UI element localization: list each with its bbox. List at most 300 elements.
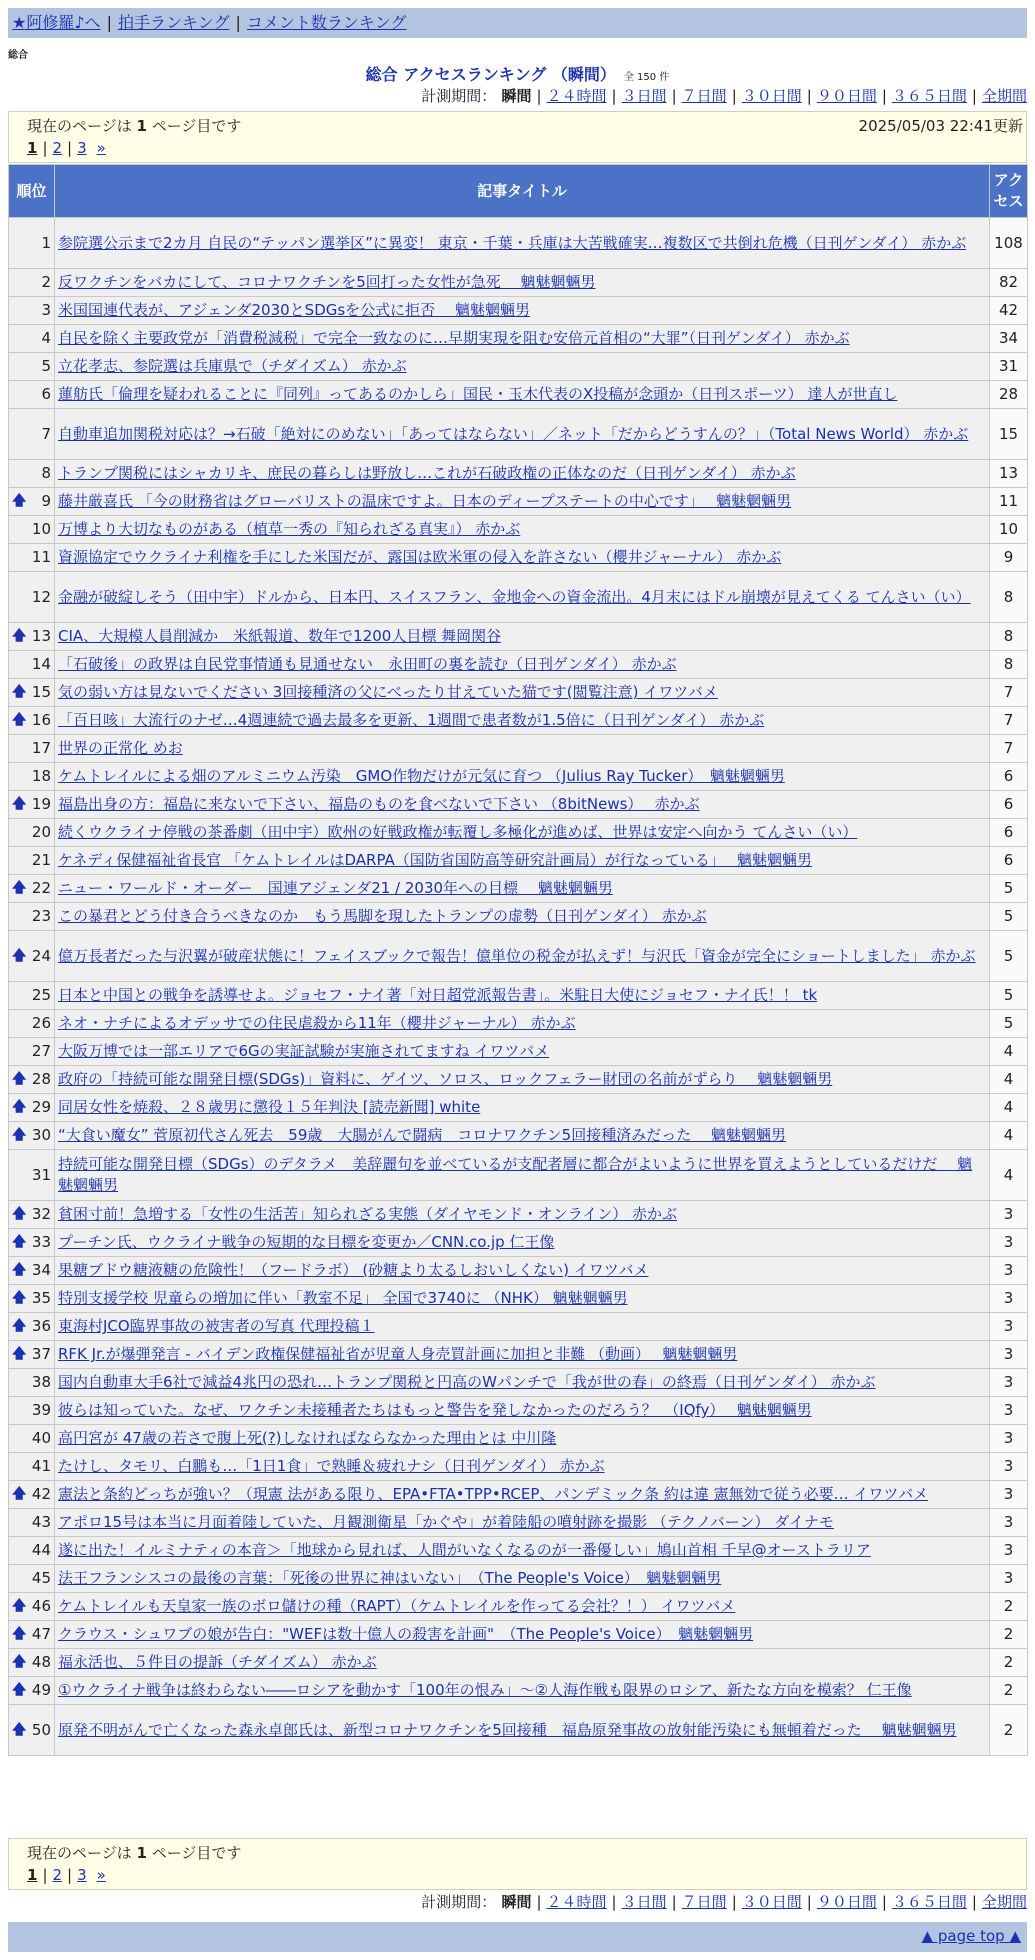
rank-cell — [9, 544, 55, 572]
period-current: 瞬間 — [496, 1893, 532, 1911]
rank-cell — [9, 1010, 55, 1038]
rank-number: 17 — [31, 739, 51, 757]
article-link[interactable]: プーチン氏、ウクライナ戦争の短期的な目標を変更か／CNN.co.jp 仁王像 — [58, 1233, 555, 1251]
article-link[interactable]: 同居女性を焼殺、２８歳男に懲役１５年判決 [読売新聞] white — [58, 1098, 481, 1116]
article-link[interactable]: 法王フランシスコの最後の言葉：「死後の世界に神はいない」 （The People's Voice） 魑魅魍魎男 — [58, 1569, 722, 1587]
up-arrow-icon: 🡅 — [12, 1290, 27, 1306]
title-cell — [55, 623, 990, 651]
period-option-3[interactable]: ３０日間 — [741, 87, 802, 105]
access-count: 4 — [990, 1150, 1028, 1201]
page-link-3[interactable]: 3 — [77, 1866, 87, 1884]
access-count: 3 — [990, 1425, 1028, 1453]
rank-number: 13 — [31, 627, 51, 645]
rank-number: 48 — [31, 1653, 51, 1671]
table-row — [9, 460, 1028, 488]
article-link[interactable]: 参院選公示まで2カ月 自民の“テッパン選挙区”に異変！ 東京・千葉・兵庫は大苦戦確実…複数区で共倒れ危機（日刊ゲンダイ） 赤かぶ — [58, 233, 967, 252]
rank-number: 24 — [31, 946, 51, 965]
access-count: 9 — [990, 544, 1028, 572]
ranking-table — [8, 164, 1028, 1756]
up-arrow-icon: 🡅 — [12, 493, 27, 509]
title-cell — [55, 297, 990, 325]
table-row — [9, 572, 1028, 623]
up-arrow-icon: 🡅 — [12, 796, 27, 812]
rank-number: 37 — [31, 1345, 51, 1363]
rank-number: 21 — [31, 851, 51, 869]
table-row — [9, 1565, 1028, 1593]
article-link[interactable]: 東海村JCO臨界事故の被害者の写真 代理投稿１ — [58, 1317, 375, 1335]
rank-cell — [9, 1565, 55, 1593]
title-cell — [55, 1066, 990, 1094]
article-link[interactable]: CIA、大規模人員削減か 米紙報道、数年で1200人目標 舞岡関谷 — [58, 627, 502, 645]
category-label: 総合 — [8, 50, 28, 61]
top-nav-bar — [8, 8, 1027, 38]
access-count: 3 — [990, 1397, 1028, 1425]
table-row — [9, 707, 1028, 735]
rank-number: 50 — [31, 1720, 51, 1739]
title-cell — [55, 1038, 990, 1066]
table-row — [9, 875, 1028, 903]
article-link[interactable]: 大阪万博では一部エリアで6Gの実証試験が実施されてますね イワツバメ — [58, 1042, 550, 1060]
period-option-2[interactable]: ７日間 — [681, 87, 727, 105]
rank-number: 44 — [31, 1541, 51, 1559]
up-arrow-icon: 🡅 — [12, 1262, 27, 1278]
table-row — [9, 1537, 1028, 1565]
period-option-4[interactable]: ９０日間 — [816, 1893, 877, 1911]
article-link[interactable]: 資源協定でウクライナ利権を手にした米国だが、露国は欧米軍の侵入を許さない（櫻井ジャーナル） 赤かぶ — [58, 548, 782, 566]
article-link[interactable]: “大食い魔女” 菅原初代さん死去 59歳 大腸がんで闘病 コロナワクチン5回接種済みだった 魑魅魍魎男 — [58, 1126, 786, 1144]
rank-cell — [9, 572, 55, 623]
rank-number: 42 — [31, 1485, 51, 1503]
article-link[interactable]: 蓮舫氏「倫理を疑われることに『同列』ってあるのかしら」国民・玉木代表のX投稿が念頭か（日刊スポーツ） 達人が世直し — [58, 385, 898, 403]
access-count: 7 — [990, 735, 1028, 763]
table-row — [9, 516, 1028, 544]
rank-number: 38 — [31, 1373, 51, 1391]
rank-cell — [9, 1038, 55, 1066]
article-link[interactable]: 米国国連代表が、アジェンダ2030とSDGsを公式に拒否 魑魅魍魎男 — [58, 301, 530, 319]
article-link[interactable]: 立花孝志、参院選は兵庫県で（チダイズム） 赤かぶ — [58, 357, 407, 375]
access-count: 28 — [990, 381, 1028, 409]
table-row — [9, 1066, 1028, 1094]
table-row — [9, 1705, 1028, 1756]
period-label: 計測期間： — [421, 1893, 497, 1911]
rank-number: 23 — [31, 907, 51, 925]
access-count: 3 — [990, 1201, 1028, 1229]
title-cell — [55, 1150, 990, 1201]
footer-bar — [8, 1922, 1027, 1952]
rank-cell — [9, 1649, 55, 1677]
current-page: 1 — [27, 139, 38, 157]
up-arrow-icon: 🡅 — [12, 880, 27, 896]
rank-cell — [9, 488, 55, 516]
table-row — [9, 218, 1028, 269]
rank-cell — [9, 651, 55, 679]
period-separator: | — [806, 87, 812, 105]
access-count: 6 — [990, 847, 1028, 875]
rank-cell — [9, 1122, 55, 1150]
pager-separator: | — [42, 139, 48, 157]
access-count: 3 — [990, 1257, 1028, 1285]
rank-cell — [9, 982, 55, 1010]
up-arrow-icon: 🡅 — [12, 1206, 27, 1222]
table-row — [9, 1257, 1028, 1285]
article-link[interactable]: この暴君とどう付き合うべきなのか もう馬脚を現したトランプの虚勢（日刊ゲンダイ） 赤かぶ — [58, 907, 707, 925]
table-row — [9, 931, 1028, 982]
table-row — [9, 409, 1028, 460]
article-link[interactable]: 自動車追加関税対応は？→石破「絶対にのめない」「あってはならない」／ネット「だからどうすんの？」（Total News World） 赤かぶ — [58, 424, 969, 443]
article-link[interactable]: ①ウクライナ戦争は終わらない――ロシアを動かす「100年の恨み」～②人海作戦も限界のロシア、新たな方向を模索？ 仁王像 — [58, 1681, 912, 1699]
article-link[interactable]: クラウス・シュワブの娘が告白："WEFは数十億人の殺害を計画" （The People's Voice） 魑魅魍魎男 — [58, 1625, 754, 1643]
period-separator: | — [536, 87, 542, 105]
title-cell — [55, 651, 990, 679]
table-row — [9, 735, 1028, 763]
table-row — [9, 488, 1028, 516]
count-column-header: アクセス — [990, 165, 1028, 218]
pager-box-top — [8, 111, 1027, 163]
table-row — [9, 1094, 1028, 1122]
article-link[interactable]: 国内自動車大手6社で減益4兆円の恐れ…トランプ関税と円高のWパンチで「我が世の春」の終焉（日刊ゲンダイ） 赤かぶ — [58, 1373, 876, 1391]
rank-number: 46 — [31, 1597, 51, 1615]
up-arrow-icon: 🡅 — [12, 1234, 27, 1250]
article-link[interactable]: 原発不明がんで亡くなった森永卓郎氏は、新型コロナワクチンを5回接種 福島原発事故の放射能汚染にも無頓着だった 魑魅魍魎男 — [58, 1720, 957, 1739]
rank-number: 10 — [31, 520, 51, 538]
title-cell — [55, 1397, 990, 1425]
period-option-6[interactable]: 全期間 — [981, 87, 1027, 105]
table-row — [9, 1038, 1028, 1066]
table-row — [9, 353, 1028, 381]
rank-cell — [9, 516, 55, 544]
period-separator: | — [671, 87, 677, 105]
period-option-0[interactable]: ２４時間 — [546, 1893, 607, 1911]
up-arrow-icon: 🡅 — [12, 1486, 27, 1502]
pagination — [27, 138, 106, 158]
access-count: 2 — [990, 1649, 1028, 1677]
title-cell — [55, 875, 990, 903]
article-link[interactable]: 憲法と条約どっちが強い？（現憲 法がある限り、EPA•FTA•TPP•RCEP、パンデミック条 約は違 憲無効で従う必要… イワツバメ — [58, 1485, 929, 1503]
page-link-3[interactable]: 3 — [77, 139, 87, 157]
article-link[interactable]: 億万長者だった与沢翼が破産状態に！フェイスブックで報告！億単位の税金が払えず！与沢氏「資金が完全にショートしました」 赤かぶ — [58, 946, 976, 965]
access-count: 3 — [990, 1453, 1028, 1481]
access-count: 82 — [990, 269, 1028, 297]
page-title: 総合 アクセスランキング （瞬間） — [365, 65, 616, 84]
access-count: 3 — [990, 1509, 1028, 1537]
title-cell — [55, 931, 990, 982]
rank-cell — [9, 1201, 55, 1229]
table-row — [9, 1010, 1028, 1038]
article-link[interactable]: 果糖ブドウ糖液糖の危険性！（フードラボ） (砂糖より太るしおいしくない) イワツバメ — [58, 1261, 649, 1279]
table-row — [9, 847, 1028, 875]
period-option-3[interactable]: ３０日間 — [741, 1893, 802, 1911]
table-row — [9, 903, 1028, 931]
title-cell — [55, 1010, 990, 1038]
ranking-heading — [0, 62, 1035, 85]
article-link[interactable]: 反ワクチンをバカにして、コロナワクチンを5回打った女性が急死 魑魅魍魎男 — [58, 273, 596, 291]
table-row — [9, 1453, 1028, 1481]
table-row — [9, 1509, 1028, 1537]
rank-number: 40 — [31, 1429, 51, 1447]
page-link-2[interactable]: 2 — [52, 139, 63, 157]
article-link[interactable]: 「百日咳」大流行のナゼ…4週連続で過去最多を更新、1週間で患者数が1.5倍に（日刊ゲンダイ） 赤かぶ — [58, 711, 765, 729]
page-top-link[interactable]: ▲ page top ▲ — [921, 1927, 1021, 1945]
access-count: 108 — [990, 218, 1028, 269]
title-cell — [55, 1593, 990, 1621]
article-link[interactable]: ケネディ保健福祉省長官 「ケムトレイルはDARPA（国防省国防高等研究計画局）が行なっている」 魑魅魍魎男 — [58, 851, 813, 869]
rank-number: 7 — [41, 424, 51, 443]
title-cell — [55, 1201, 990, 1229]
table-row — [9, 651, 1028, 679]
table-row — [9, 763, 1028, 791]
rank-number: 31 — [31, 1165, 51, 1184]
period-separator: | — [806, 1893, 812, 1911]
pagination — [27, 1865, 106, 1885]
rank-cell — [9, 325, 55, 353]
rank-cell — [9, 269, 55, 297]
article-link[interactable]: 特別支援学校 児童らの増加に伴い「教室不足」 全国で3740に （NHK） 魑魅魍魎男 — [58, 1289, 628, 1307]
title-cell — [55, 1122, 990, 1150]
title-cell — [55, 791, 990, 819]
article-link[interactable]: 日本と中国との戦争を誘導せよ。ジョセフ・ナイ著「対日超党派報告書」。米駐日大使にジョセフ・ナイ氏！！ tk — [58, 986, 818, 1004]
title-cell — [55, 1565, 990, 1593]
current-page: 1 — [27, 1866, 38, 1884]
rank-cell — [9, 1621, 55, 1649]
article-link[interactable]: ネオ・ナチによるオデッサでの住民虐殺から11年（櫻井ジャーナル） 赤かぶ — [58, 1014, 576, 1032]
table-row — [9, 1621, 1028, 1649]
up-arrow-icon: 🡅 — [12, 684, 27, 700]
access-count: 10 — [990, 516, 1028, 544]
title-cell — [55, 1481, 990, 1509]
clap-ranking-link[interactable]: 拍手ランキング — [117, 13, 230, 32]
access-count: 2 — [990, 1705, 1028, 1756]
rank-number: 8 — [41, 464, 51, 482]
rank-cell — [9, 903, 55, 931]
article-link[interactable]: ニュー・ワールド・オーダー 国連アジェンダ21 / 2030年への目標 魑魅魍魎男 — [58, 879, 613, 897]
access-count: 7 — [990, 707, 1028, 735]
access-count: 8 — [990, 651, 1028, 679]
nav-separator: | — [235, 13, 241, 32]
up-arrow-icon: 🡅 — [12, 1099, 27, 1115]
period-option-6[interactable]: 全期間 — [981, 1893, 1027, 1911]
article-link[interactable]: 貧困寸前！急増する「女性の生活苦」知られざる実態（ダイヤモンド・オンライン） 赤かぶ — [58, 1205, 678, 1223]
title-cell — [55, 819, 990, 847]
table-row — [9, 982, 1028, 1010]
period-option-5[interactable]: ３６５日間 — [891, 87, 967, 105]
article-link[interactable]: 彼らは知っていた。なぜ、ワクチン未接種者たちはもっと警告を発しなかったのだろう？ （IQfy） 魑魅魍魎男 — [58, 1401, 812, 1419]
access-count: 4 — [990, 1066, 1028, 1094]
rank-number: 45 — [31, 1569, 51, 1587]
period-separator: | — [671, 1893, 677, 1911]
comment-ranking-link[interactable]: コメント数ランキング — [246, 13, 407, 32]
access-count: 11 — [990, 488, 1028, 516]
period-option-1[interactable]: ３日間 — [621, 1893, 667, 1911]
rank-number: 41 — [31, 1457, 51, 1475]
title-cell — [55, 325, 990, 353]
table-row — [9, 381, 1028, 409]
table-row — [9, 1313, 1028, 1341]
period-separator: | — [731, 87, 737, 105]
rank-cell — [9, 1705, 55, 1756]
rank-number: 18 — [31, 767, 51, 785]
title-cell — [55, 982, 990, 1010]
access-count: 13 — [990, 460, 1028, 488]
pager-separator: | — [67, 139, 73, 157]
period-option-5[interactable]: ３６５日間 — [891, 1893, 967, 1911]
pager-spacer — [87, 1866, 97, 1884]
title-cell — [55, 1453, 990, 1481]
rank-cell — [9, 1341, 55, 1369]
rank-cell — [9, 1094, 55, 1122]
rank-number: 15 — [31, 683, 51, 701]
rank-cell — [9, 297, 55, 325]
period-option-4[interactable]: ９０日間 — [816, 87, 877, 105]
title-cell — [55, 1705, 990, 1756]
period-option-2[interactable]: ７日間 — [681, 1893, 727, 1911]
access-count: 6 — [990, 819, 1028, 847]
period-selector-top — [421, 86, 1027, 106]
period-separator: | — [971, 1893, 977, 1911]
rank-cell — [9, 819, 55, 847]
table-row — [9, 1285, 1028, 1313]
period-option-1[interactable]: ３日間 — [621, 87, 667, 105]
access-count: 3 — [990, 1537, 1028, 1565]
article-link[interactable]: 世界の正常化 めお — [58, 739, 183, 757]
access-count: 34 — [990, 325, 1028, 353]
page-link-2[interactable]: 2 — [52, 1866, 63, 1884]
rank-number: 11 — [31, 548, 51, 566]
article-link[interactable]: 福永活也、５件目の提訴（チダイズム） 赤かぶ — [58, 1653, 377, 1671]
access-count: 6 — [990, 791, 1028, 819]
article-link[interactable]: 持続可能な開発目標（SDGs）のデタラメ 美辞麗句を並べているが支配者層に都合がよいように世界を買えようとしているだけだ 魑魅魍魎男 — [58, 1155, 973, 1194]
article-link[interactable]: 自民を除く主要政党が「消費税減税」で完全一致なのに…早期実現を阻む安倍元首相の“大罪”（日刊ゲンダイ） 赤かぶ — [58, 329, 850, 347]
article-link[interactable]: ケムトレイルも天皇家一族のボロ儲けの種（RAPT）（ケムトレイルを作ってる会社？！） イワツバメ — [58, 1597, 736, 1615]
rank-number: 20 — [31, 823, 51, 841]
title-cell — [55, 1649, 990, 1677]
table-row — [9, 1397, 1028, 1425]
article-link[interactable]: 高円宮が 47歳の若さで腹上死(?)しなければならなかった理由とは 中川隆 — [58, 1429, 557, 1447]
access-count: 5 — [990, 1010, 1028, 1038]
pager-separator: | — [42, 1866, 48, 1884]
access-count: 3 — [990, 1565, 1028, 1593]
up-arrow-icon: 🡅 — [12, 1318, 27, 1334]
up-arrow-icon: 🡅 — [12, 1346, 27, 1362]
access-count: 3 — [990, 1285, 1028, 1313]
table-row — [9, 297, 1028, 325]
rank-cell — [9, 1285, 55, 1313]
title-cell — [55, 735, 990, 763]
rank-number: 33 — [31, 1233, 51, 1251]
rank-number: 3 — [41, 301, 51, 319]
title-cell — [55, 707, 990, 735]
title-column-header: 記事タイトル — [55, 165, 990, 218]
rank-cell — [9, 409, 55, 460]
access-count: 2 — [990, 1593, 1028, 1621]
rank-cell — [9, 1313, 55, 1341]
access-count: 3 — [990, 1369, 1028, 1397]
rank-number: 16 — [31, 711, 51, 729]
article-link[interactable]: 藤井厳喜氏 「今の財務省はグローバリストの温床ですよ。日本のディープステートの中心です」 魑魅魍魎男 — [58, 492, 792, 510]
access-count: 31 — [990, 353, 1028, 381]
up-arrow-icon: 🡅 — [12, 1654, 27, 1670]
article-link[interactable]: 金融が破綻しそう（田中宇）ドルから、日本円、スイスフラン、金地金への資金流出。4月末にはドル崩壊が見えてくる てんさい（い） — [58, 587, 971, 606]
title-cell — [55, 409, 990, 460]
period-separator: | — [881, 87, 887, 105]
access-count: 8 — [990, 572, 1028, 623]
next-page-link[interactable]: » — [96, 1866, 106, 1884]
period-option-0[interactable]: ２４時間 — [546, 87, 607, 105]
rank-number: 43 — [31, 1513, 51, 1531]
rank-cell — [9, 1593, 55, 1621]
table-row — [9, 1593, 1028, 1621]
rank-number: 5 — [41, 357, 51, 375]
total-count: 全 150 件 — [623, 72, 670, 83]
table-row — [9, 1481, 1028, 1509]
table-row — [9, 1341, 1028, 1369]
article-link[interactable]: 万博より大切なものがある（植草一秀の『知られざる真実』） 赤かぶ — [58, 520, 521, 538]
article-link[interactable]: トランプ関税にはシャカリキ、庶民の暮らしは野放し…これが石破政権の正体なのだ（日刊ゲンダイ） 赤かぶ — [58, 464, 796, 482]
access-count: 4 — [990, 1094, 1028, 1122]
table-row — [9, 1425, 1028, 1453]
period-separator: | — [971, 87, 977, 105]
article-link[interactable]: ケムトレイルによる畑のアルミニウム汚染 GMO作物だけが元気に育つ （Julius Ray Tucker） 魑魅魍魎男 — [58, 767, 785, 785]
access-count: 5 — [990, 931, 1028, 982]
article-link[interactable]: 福島出身の方：福島に来ないで下さい、福島のものを食べないで下さい （8bitNews） 赤かぶ — [58, 795, 700, 813]
rank-cell — [9, 623, 55, 651]
next-page-link[interactable]: » — [96, 139, 106, 157]
rank-cell — [9, 1509, 55, 1537]
pager-spacer — [87, 139, 97, 157]
title-cell — [55, 381, 990, 409]
rank-column-header: 順位 — [9, 165, 55, 218]
up-arrow-icon: 🡅 — [12, 1682, 27, 1698]
page-status: 現在のページは 1 ページ目です — [27, 1844, 242, 1862]
table-row — [9, 325, 1028, 353]
up-arrow-icon: 🡅 — [12, 1598, 27, 1614]
title-cell — [55, 1094, 990, 1122]
rank-number: 32 — [31, 1205, 51, 1223]
home-link[interactable]: ★阿修羅♪へ — [12, 13, 101, 32]
rank-number: 27 — [31, 1042, 51, 1060]
access-count: 2 — [990, 1621, 1028, 1649]
access-count: 7 — [990, 679, 1028, 707]
title-cell — [55, 1537, 990, 1565]
page-status: 現在のページは 1 ページ目です — [27, 117, 242, 135]
rank-cell — [9, 1150, 55, 1201]
pager-separator: | — [67, 1866, 73, 1884]
article-link[interactable]: 政府の「持続可能な開発目標(SDGs)」資料に、ゲイツ、ソロス、ロックフェラー財団の名前がずらり 魑魅魍魎男 — [58, 1070, 833, 1088]
rank-number: 14 — [31, 655, 51, 673]
article-link[interactable]: アポロ15号は本当に月面着陸していた、月観測衛星「かぐや」が着陸船の噴射跡を撮影 （テクノバーン） ダイナモ — [58, 1513, 834, 1531]
rank-number: 6 — [41, 385, 51, 403]
rank-cell — [9, 1537, 55, 1565]
article-link[interactable]: 続くウクライナ停戦の茶番劇（田中宇）欧州の好戦政権が転覆し多極化が進めば、世界は安定へ向かう てんさい（い） — [58, 823, 858, 841]
rank-number: 39 — [31, 1401, 51, 1419]
access-count: 42 — [990, 297, 1028, 325]
article-link[interactable]: RFK Jr.が爆弾発言 - バイデン政権保健福祉省が児童人身売買計画に加担と非難 （動画） 魑魅魍魎男 — [58, 1345, 738, 1363]
article-link[interactable]: 「石破後」の政界は自民党事情通も見通せない 永田町の裏を読む（日刊ゲンダイ） 赤かぶ — [58, 655, 677, 673]
rank-number: 12 — [31, 587, 51, 606]
up-arrow-icon: 🡅 — [12, 1626, 27, 1642]
article-link[interactable]: 遂に出た！イルミナティの本音＞「地球から見れば、人間がいなくなるのが一番優しい」鳩山首相 千早@オーストラリア — [58, 1541, 871, 1559]
rank-number: 34 — [31, 1261, 51, 1279]
article-link[interactable]: 気の弱い方は見ないでください 3回接種済の父にべったり甘えていた猫です(閲覧注意) イワツバメ — [58, 683, 718, 701]
access-count: 5 — [990, 982, 1028, 1010]
rank-cell — [9, 735, 55, 763]
rank-cell — [9, 1425, 55, 1453]
article-link[interactable]: たけし、タモリ、白鵬も…「1日1食」で熟睡＆疲れナシ（日刊ゲンダイ） 赤かぶ — [58, 1457, 605, 1475]
table-row — [9, 1677, 1028, 1705]
rank-cell — [9, 707, 55, 735]
rank-number: 36 — [31, 1317, 51, 1335]
table-row — [9, 269, 1028, 297]
period-separator: | — [731, 1893, 737, 1911]
